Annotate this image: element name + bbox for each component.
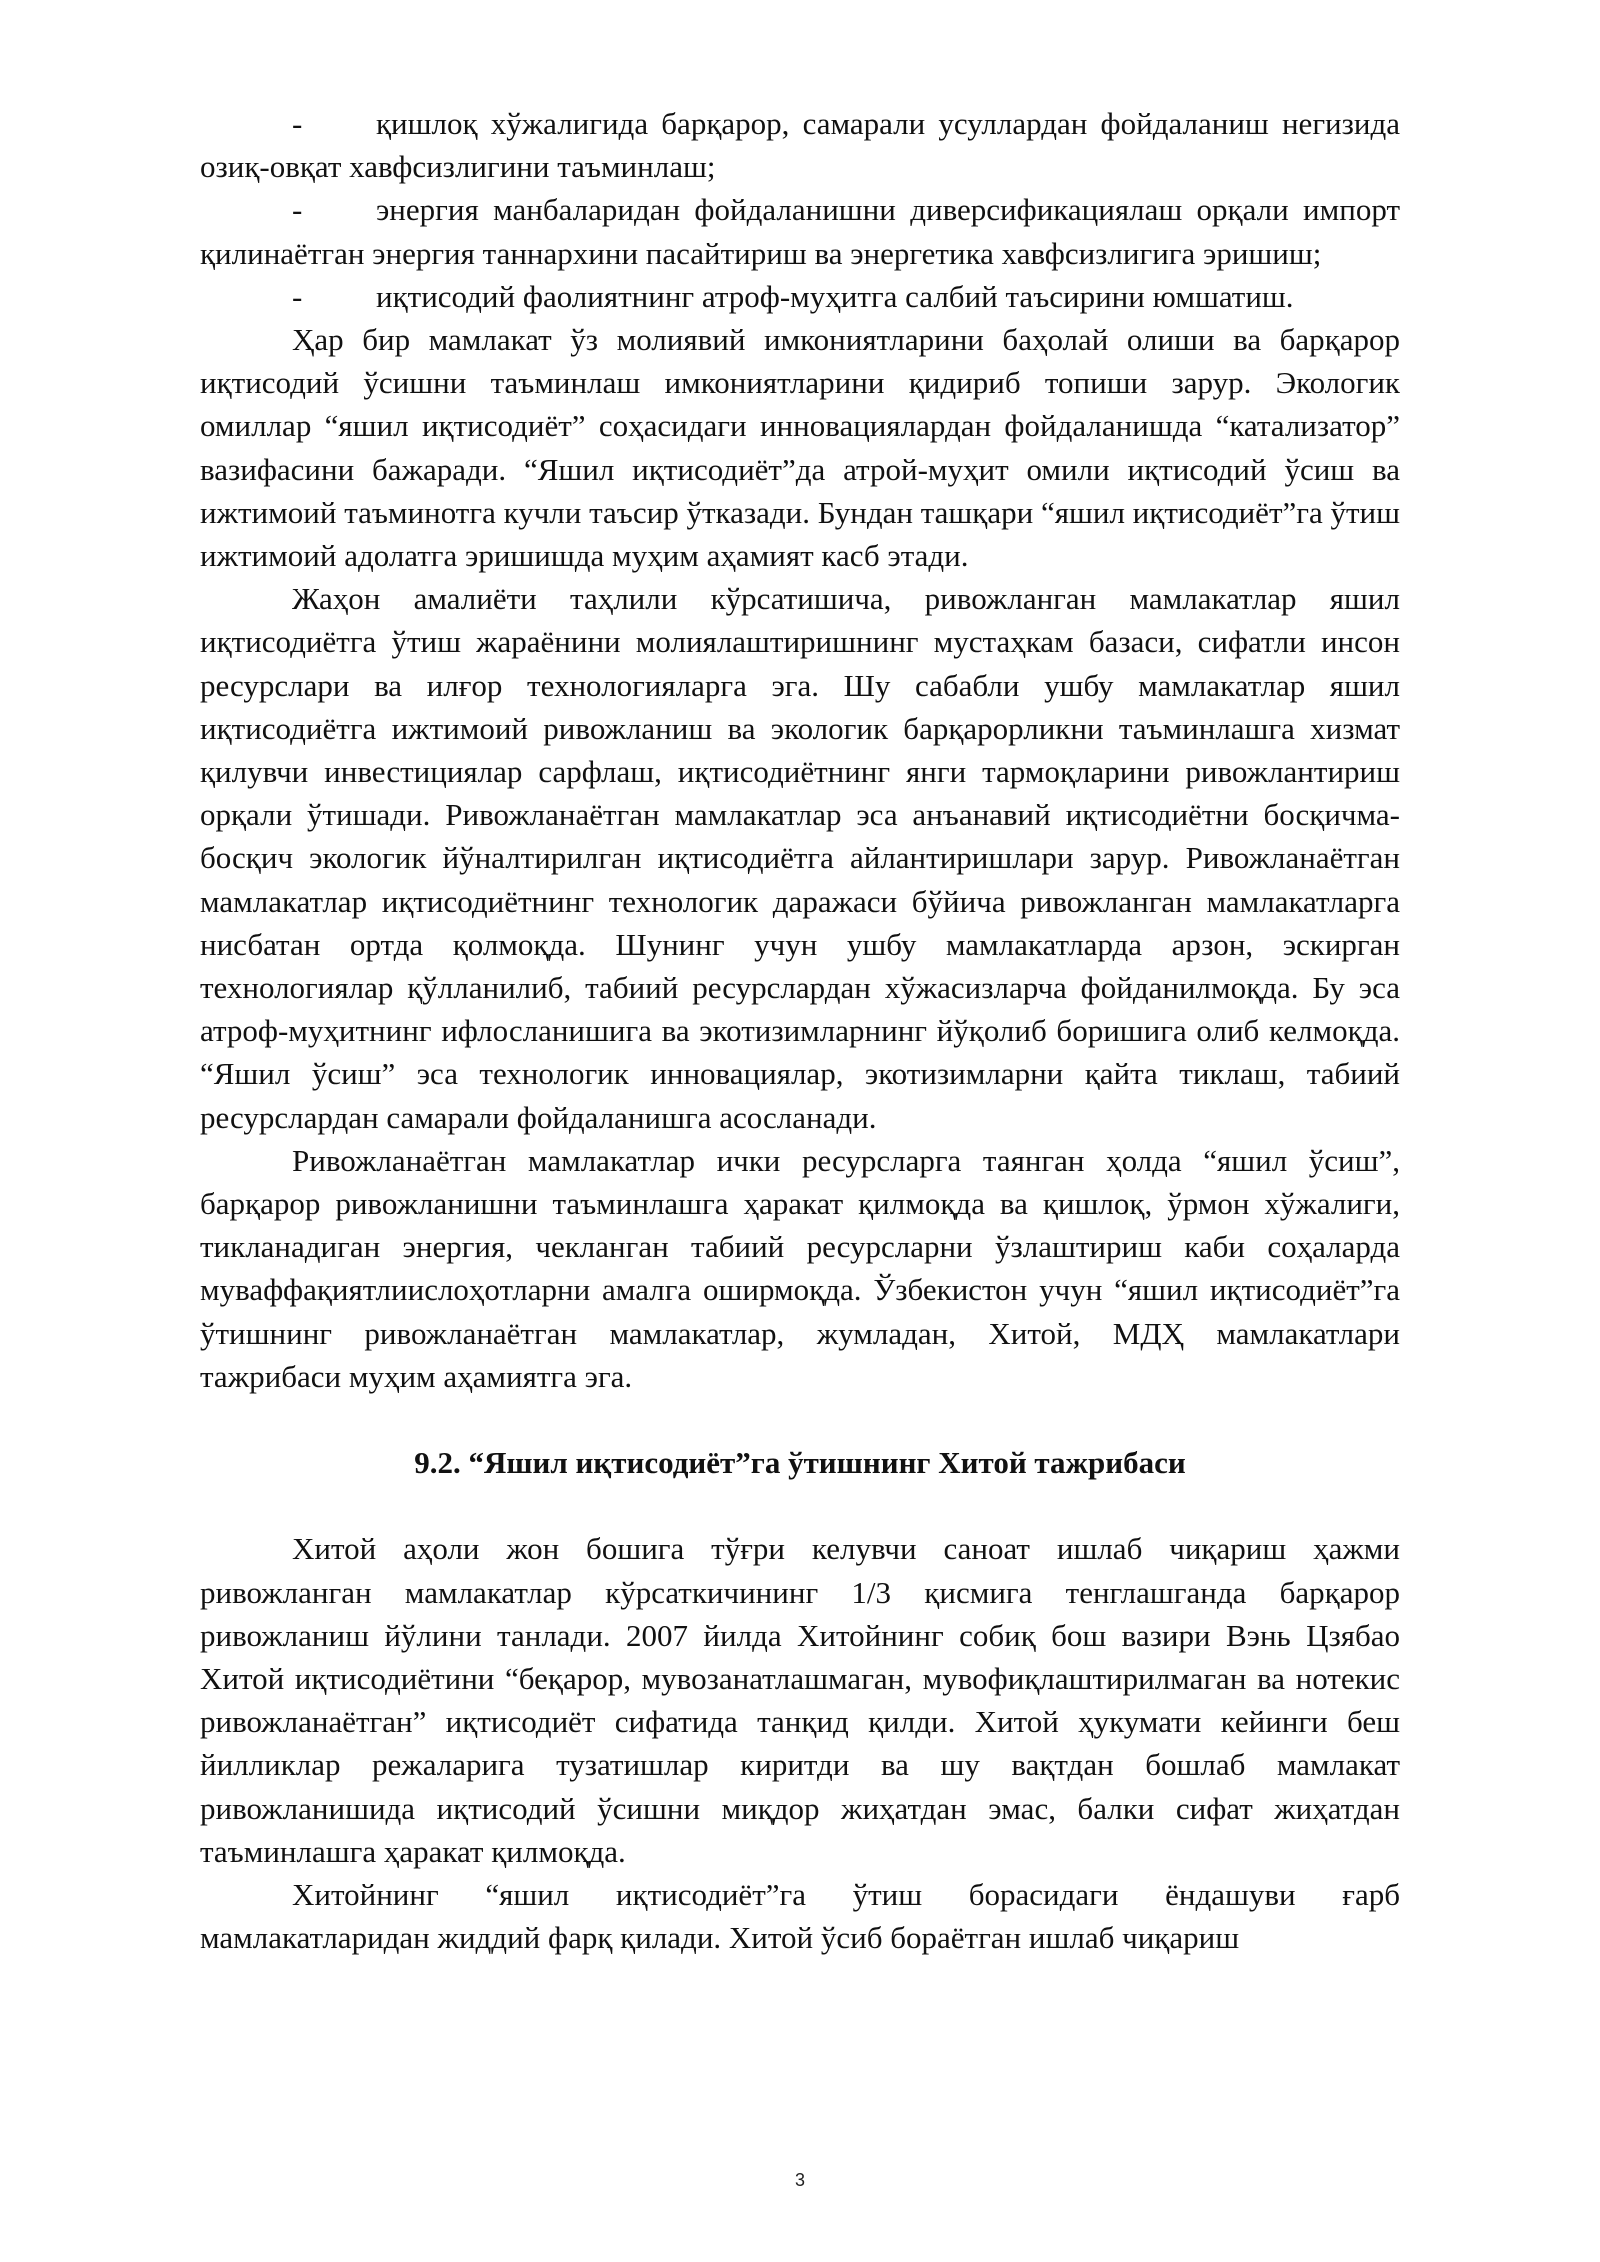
body-paragraph: Ривожланаётган мамлакатлар ички ресурсларга таянган ҳолда “яшил ўсиш”, барқарор ривожланишни таъминлашга ҳаракат қилмоқда ва қишлоқ, ўрмон хўжалиги, тикланадиган энергия, чекланган табиий ресурсларни ўзлаштириш каби соҳаларда муваффақиятлиислоҳотларни амалга оширмоқда. Ўзбекистон учун “яшил иқтисодиёт”га ўтишнинг ривожланаётган мамлакатлар, жумладан, Хитой, МДҲ мамлакатлари тажрибаси муҳим аҳамиятга эга. xyxy=(200,1142,1400,1394)
body-paragraph: Хитойнинг “яшил иқтисодиёт”га ўтиш борасидаги ёндашуви ғарб мамлакатларидан жиддий фарқ қилади. Хитой ўсиб бораётган ишлаб чиқариш xyxy=(200,1876,1400,1956)
body-paragraph: Ҳар бир мамлакат ўз молиявий имкониятларини баҳолай олиши ва барқарор иқтисодий ўсишни таъминлаш имкониятларини қидириб топиши зарур. Экологик омиллар “яшил иқтисодиёт” соҳасидаги инновациялардан фойдаланишда “катализатор” вазифасини бажаради. “Яшил иқтисодиёт”да атрой-муҳит омили иқтисодий ўсиш ва ижтимоий таъминотга кучли таъсир ўтказади. Бундан ташқари “яшил иқтисодиёт”га ўтиш ижтимоий адолатга эришишда муҳим аҳамият касб этади. xyxy=(200,322,1400,574)
document-page xyxy=(200,102,1400,1959)
bullet-marker: - xyxy=(292,106,303,141)
bullet-item xyxy=(200,102,1400,188)
bullet-marker: - xyxy=(292,192,303,228)
bullet-item xyxy=(200,275,1400,318)
body-paragraph: Жаҳон амалиёти таҳлили кўрсатишича, ривожланган мамлакатлар яшил иқтисодиётга ўтиш жараёнини молиялаштиришнинг мустаҳкам базаси, сифатли инсон ресурслари ва илғор технологияларга эга. Шу сабабли ушбу мамлакатлар яшил иқтисодиётга ижтимоий ривожланиш ва экологик барқарорликни таъминлашга хизмат қилувчи инвестициялар сарфлаш, иқтисодиётнинг янги тармоқларини ривожлантириш орқали ўтишади. Ривожланаётган мамлакатлар эса анъанавий иқтисодиётни босқичма-босқич экологик йўналтирилган иқтисодиётга айлантиришлари зарур. Ривожланаётган мамлакатлар иқтисодиётнинг технологик даражаси бўйича ривожланган мамлакатларга нисбатан ортда қолмоқда. Шунинг учун ушбу мамлакатларда арзон, эскирган технологиялар қўлланилиб, табиий ресурслардан хўжасизларча фойданилмоқда. Бу эса атроф-муҳитнинг ифлосланишига ва экотизимларнинг йўқолиб боришига олиб келмоқда. “Яшил ўсиш” эса технологик инновациялар, экотизимларни қайта тиклаш, табиий ресурслардан самарали фойдаланишга асосланади. xyxy=(200,581,1400,1135)
bullet-text: иқтисодий фаолиятнинг атроф-муҳитга салбий таъсирини юмшатиш. xyxy=(376,278,1294,314)
bullet-item xyxy=(200,188,1400,274)
page-number: 3 xyxy=(794,2170,805,2190)
section-heading: 9.2. “Яшил иқтисодиёт”га ўтишнинг Хитой тажрибаси xyxy=(414,1445,1186,1481)
bullet-text: энергия манбаларидан фойдаланишни диверсификациялаш орқали импорт қилинаётган энергия таннархини пасайтириш ва энергетика хавфсизлигига эришиш; xyxy=(200,192,1400,271)
bullet-marker: - xyxy=(292,278,303,314)
body-paragraph: Хитой аҳоли жон бошига тўғри келувчи саноат ишлаб чиқариш ҳажми ривожланган мамлакатлар кўрсаткичининг 1/3 қисмига тенглашганда барқарор ривожланиш йўлини танлади. 2007 йилда Хитойнинг собиқ бош вазири Вэнь Цзябао Хитой иқтисодиётини “беқарор, мувозанатлашмаган, мувофиқлаштирилмаган ва нотекис ривожланаётган” иқтисодиёт сифатида танқид қилди. Хитой ҳукумати кейинги беш йилликлар режаларига тузатишлар киритди ва шу вақтдан бошлаб мамлакат ривожланишида иқтисодий ўсишни миқдор жиҳатдан эмас, балки сифат жиҳатдан таъминлашга ҳаракат қилмоқда. xyxy=(200,1531,1400,1869)
bullet-text: қишлоқ хўжалигида барқарор, самарали усуллардан фойдаланиш негизида озиқ-овқат хавфсизлигини таъминлаш; xyxy=(200,106,1400,185)
